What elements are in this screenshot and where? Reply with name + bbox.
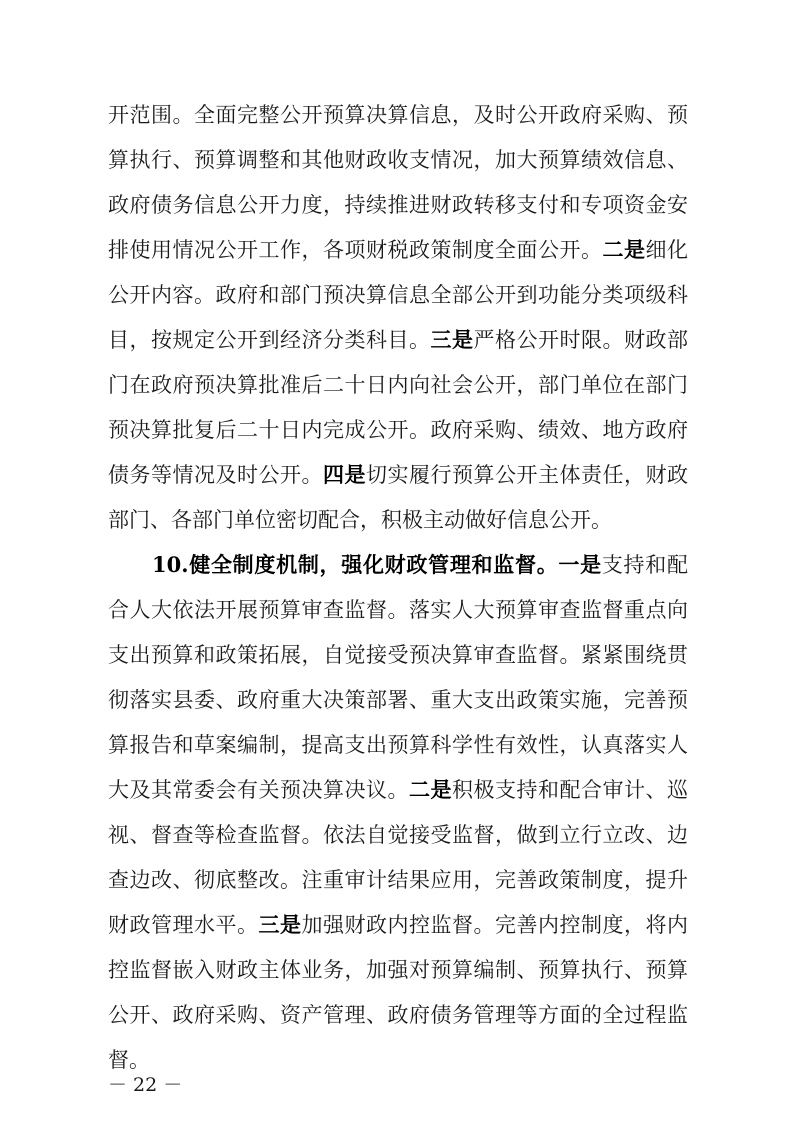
text-line-10: 部门、各部门单位密切配合，积极主动做好信息公开。	[108, 508, 612, 532]
text-line-22: 督。	[108, 1048, 150, 1072]
text-line-20: 控监督嵌入财政主体业务，加强对预算编制、预算执行、预算	[108, 958, 688, 982]
page-number: － 22 －	[108, 1074, 183, 1096]
text-line-1: 开范围。全面完整公开预算决算信息，及时公开政府采购、预	[108, 103, 688, 127]
section-heading-line: 10.健全制度机制，强化财政管理和监督。一是支持和配	[152, 552, 688, 577]
text-line-7: 门在政府预决算批准后二十日内向社会公开，部门单位在部门	[108, 373, 688, 397]
text-line-2: 算执行、预算调整和其他财政收支情况，加大预算绩效信息、	[108, 148, 688, 172]
text-line-17: 视、督查等检查监督。依法自觉接受监督，做到立行立改、边	[108, 823, 688, 847]
text-line-21: 公开、政府采购、资产管理、政府债务管理等方面的全过程监	[108, 1003, 688, 1027]
text-line-15: 算报告和草案编制，提高支出预算科学性有效性，认真落实人	[108, 733, 688, 757]
bold-marker: 二是	[602, 237, 646, 262]
text-line-18: 查边改、彻底整改。注重审计结果应用，完善政策制度，提升	[108, 868, 688, 892]
bold-marker: 二是	[409, 777, 452, 802]
text-line-8: 预决算批复后二十日内完成公开。政府采购、绩效、地方政府	[108, 418, 688, 442]
text-line-5: 公开内容。政府和部门预决算信息全部公开到功能分类项级科	[108, 283, 688, 307]
text-line-4: 排使用情况公开工作，各项财税政策制度全面公开。二是细化	[108, 237, 688, 262]
text-line-6: 目，按规定公开到经济分类科目。三是严格公开时限。财政部	[108, 327, 688, 352]
text-line-9: 债务等情况及时公开。四是切实履行预算公开主体责任，财政	[108, 462, 688, 487]
text-line-13: 支出预算和政策拓展，自觉接受预决算审查监督。紧紧围绕贯	[108, 643, 688, 667]
text-line-16: 大及其常委会有关预决算决议。二是积极支持和配合审计、巡	[108, 777, 688, 802]
text-line-3: 政府债务信息公开力度，持续推进财政转移支付和专项资金安	[108, 193, 688, 217]
bold-marker: 三是	[430, 327, 474, 352]
bold-marker: 三是	[258, 912, 302, 937]
text-line-19: 财政管理水平。三是加强财政内控监督。完善内控制度，将内	[108, 912, 688, 937]
text-line-14: 彻落实县委、政府重大决策部署、重大支出政策实施，完善预	[108, 688, 688, 712]
text-line-12: 合人大依法开展预算审查监督。落实人大预算审查监督重点向	[108, 598, 688, 622]
section-heading: 10.健全制度机制，强化财政管理和监督。一是	[152, 552, 602, 577]
bold-marker: 四是	[323, 462, 366, 487]
